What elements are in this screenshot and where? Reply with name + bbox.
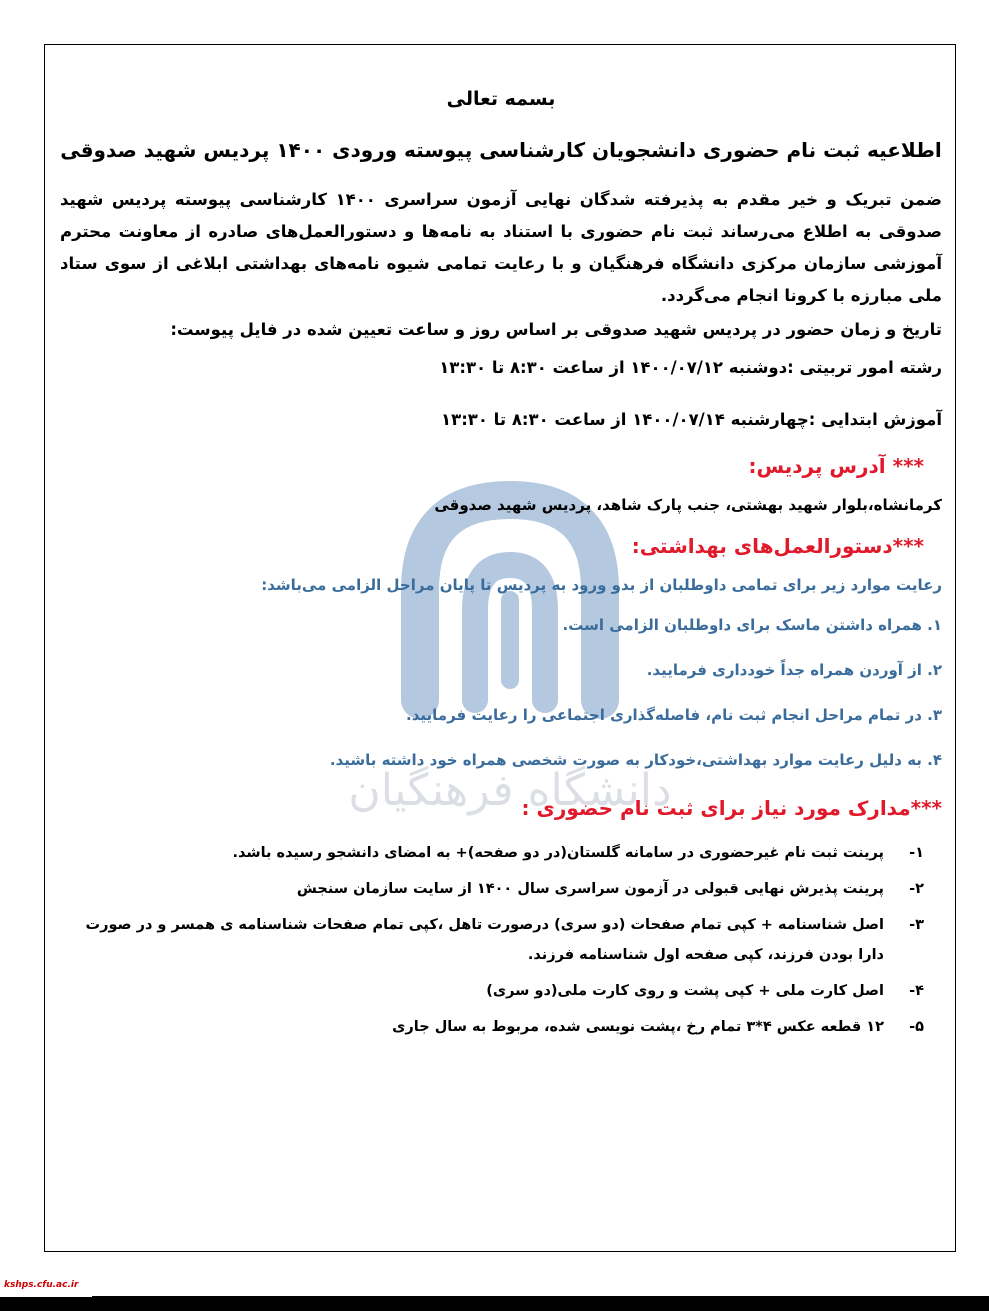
list-item: ۲- پرینت پذیرش نهایی قبولی در آزمون سراسری سال ۱۴۰۰ از سایت سازمان سنجش: [296, 881, 924, 897]
list-item: ۳- اصل شناسنامه + کپی تمام صفحات (دو سری) درصورت تاهل ،کپی تمام صفحات شناسنامه ی همسر و در صورت دارا بودن فرزند، کپی صفحه اول شناسنامه فرزند.: [85, 917, 924, 963]
address-heading: *** آدرس پردیس:: [748, 454, 924, 478]
health-item-3: ۳. در تمام مراحل انجام ثبت نام، فاصله‌گذاری اجتماعی را رعایت فرمایید.: [406, 706, 942, 724]
health-item-2: ۲. از آوردن همراه جداً خودداری فرمایید.: [646, 661, 942, 679]
source-link[interactable]: kshps.cfu.ac.ir: [4, 1280, 79, 1290]
list-item: ۵- ۱۲ قطعه عکس ۴*۳ تمام رخ ،پشت نویسی شده، مربوط به سال جاری: [392, 1019, 924, 1035]
health-item-1: ۱. همراه داشتن ماسک برای داوطلبان الزامی است.: [562, 616, 942, 634]
schedule-line-1: رشته امور تربیتی :دوشنبه ۱۴۰۰/۰۷/۱۲ از ساعت ۸:۳۰ تا ۱۳:۳۰: [439, 358, 942, 377]
health-item-4: ۴. به دلیل رعایت موارد بهداشتی،خودکار به صورت شخصی همراه خود داشته باشید.: [329, 751, 942, 769]
page-title: اطلاعیه ثبت نام حضوری دانشجویان کارشناسی پیوسته ورودی ۱۴۰۰ پردیس شهید صدوقی: [60, 138, 942, 162]
schedule-line-2: آموزش ابتدایی :چهارشنبه ۱۴۰۰/۰۷/۱۴ از ساعت ۸:۳۰ تا ۱۳:۳۰: [441, 410, 942, 429]
documents-list: [60, 838, 942, 1042]
schedule-intro: تاریخ و زمان حضور در پردیس شهید صدوقی بر اساس روز و ساعت تعیین شده در فایل پیوست:: [170, 320, 942, 339]
intro-paragraph: ضمن تبریک و خیر مقدم به پذیرفته شدگان نهایی آزمون سراسری ۱۴۰۰ کارشناسی پیوسته پردیس شهید صدوقی به اطلاع می‌رساند ثبت نام حضوری با استناد به نامه‌ها و دستورالعمل‌های صادره از معاونت محترم آموزشی سازمان مرکزی دانشگاه فرهنگیان و با رعایت تمامی شیوه نامه‌های بهداشتی ابلاغی از سوی ستاد ملی مبارزه با کرونا انجام می‌گردد.: [60, 190, 942, 305]
list-item: ۴- اصل کارت ملی + کپی پشت و روی کارت ملی(دو سری): [486, 983, 924, 999]
announcement-body: [60, 88, 942, 1048]
list-item: ۱- پرینت ثبت نام غیرحضوری در سامانه گلستان(در دو صفحه)+ به امضای دانشجو رسیده باشد.: [232, 845, 924, 861]
health-intro: رعایت موارد زیر برای تمامی داوطلبان از بدو ورود به پردیس تا پایان مراحل الزامی می‌باشد:: [261, 576, 942, 594]
watermark-text: دانشگاه فرهنگیان: [348, 765, 672, 816]
basmala: بسمه تعالی: [446, 88, 556, 110]
documents-heading: ***مدارک مورد نیاز برای ثبت نام حضوری :: [521, 796, 942, 820]
health-heading: ***دستورالعمل‌های بهداشتی:: [631, 534, 924, 558]
address-text: کرمانشاه،بلوار شهید بهشتی، جنب پارک شاهد، پردیس شهید صدوقی: [434, 496, 942, 514]
